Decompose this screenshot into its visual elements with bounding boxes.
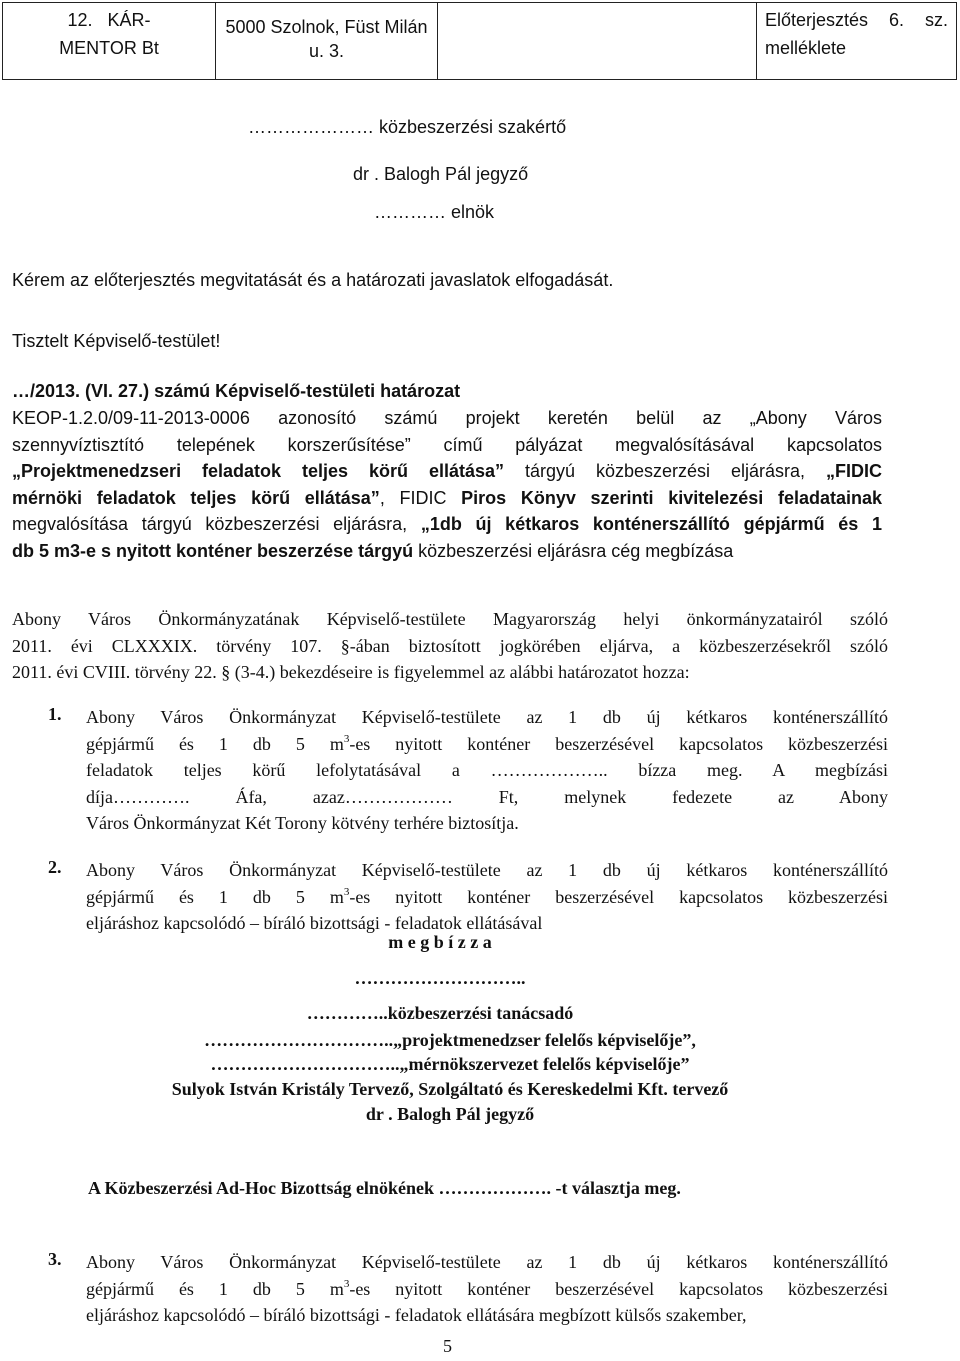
subject-line-6 xyxy=(12,538,882,565)
header-org-line2: MENTOR Bt xyxy=(59,38,159,58)
item-2-number: 2. xyxy=(48,857,62,877)
page-number: 5 xyxy=(443,1336,452,1356)
appoints-heading: m e g b í z z a xyxy=(388,932,492,952)
item-2-l2b: -es nyitott konténer beszerzésével kapcsolatos közbeszerzési xyxy=(349,886,888,907)
request-text: Kérem az előterjesztés megvitatását és a határozati javaslatok elfogadását. xyxy=(12,270,614,290)
resolution-subject xyxy=(12,405,882,564)
subject-l3-mid: tárgyú közbeszerzési eljárásra, xyxy=(504,461,826,481)
item-3-sup: 3 xyxy=(343,1277,350,1290)
distribution-chair: ………… elnök xyxy=(374,202,495,222)
appointee-4: …………………………..„mérnökszervezet felelős képviselője” xyxy=(210,1054,690,1074)
chair-sentence: A Közbeszerzési Ad-Hoc Bizottság elnökének ………………. -t választja meg. xyxy=(88,1178,681,1198)
distribution-notary: dr . Balogh Pál jegyző xyxy=(353,164,529,184)
header-org-line1: 12. KÁR- xyxy=(67,10,151,30)
preamble-line-1: Abony Város Önkormányzatának Képviselő-testülete Magyarország helyi önkormányzatairól szóló xyxy=(12,609,888,629)
header-cell-attachment xyxy=(757,3,957,80)
subject-line-4 xyxy=(12,485,882,512)
subject-fidic: „FIDIC xyxy=(826,461,882,481)
item-1-text xyxy=(86,704,888,837)
item-1-line-3: feladatok teljes körű lefolytatásával a ……………….. bízza meg. A megbízási xyxy=(86,760,888,780)
item-3-line-1: Abony Város Önkormányzat Képviselő-testülete az 1 db új kétkaros konténerszállító xyxy=(86,1252,888,1272)
subject-container: db 5 m3-e s nyitott konténer beszerzése tárgyú xyxy=(12,540,414,561)
item-1-l2b: -es nyitott konténer beszerzésével kapcsolatos közbeszerzési xyxy=(349,733,888,754)
item-1-sup: 3 xyxy=(343,732,350,745)
header-attachment-word2: 6. xyxy=(889,10,905,30)
item-3-l2a: gépjármű és 1 db 5 m xyxy=(86,1278,344,1299)
appointee-5: Sulyok István Kristály Tervező, Szolgáltató és Kereskedelmi Kft. tervező xyxy=(171,1079,729,1099)
header-cell-address xyxy=(216,3,438,80)
header-cell-empty xyxy=(438,3,757,80)
item-2-sup: 3 xyxy=(343,885,350,898)
subject-line-3 xyxy=(12,458,882,485)
subject-pm-tasks: „Projektmenedzseri feladatok teljes körű ellátása” xyxy=(12,461,505,481)
item-2-line-1: Abony Város Önkormányzat Képviselő-testülete az 1 db új kétkaros konténerszállító xyxy=(86,860,888,880)
item-2-line-3: eljáráshoz kapcsolódó – bíráló bizottsági - feladatok ellátásával xyxy=(86,913,543,933)
item-2-line-2 xyxy=(86,884,888,911)
appointee-6: dr . Balogh Pál jegyző xyxy=(365,1104,535,1124)
item-1-number: 1. xyxy=(48,704,62,724)
header-address-line1: 5000 Szolnok, Füst Milán xyxy=(225,17,428,37)
item-2-text xyxy=(86,857,888,937)
subject-l4-mid: , FIDIC xyxy=(379,487,462,508)
subject-l5-start: megvalósítása tárgyú közbeszerzési eljárásra, xyxy=(12,514,421,534)
appointee-3: …………………………..„projektmenedzser felelős képviselője”, xyxy=(204,1030,696,1050)
item-3-line-2 xyxy=(86,1276,888,1303)
item-3-l2b: -es nyitott konténer beszerzésével kapcsolatos közbeszerzési xyxy=(349,1278,888,1299)
header-table xyxy=(2,2,957,80)
item-3-number: 3. xyxy=(48,1249,62,1269)
item-1-line-4: díja…………. Áfa, azaz……………… Ft, melynek fedezete az Abony xyxy=(86,786,888,807)
item-1-line-2 xyxy=(86,731,888,758)
header-attachment-line2: melléklete xyxy=(765,38,847,58)
item-1-l2a: gépjármű és 1 db 5 m xyxy=(86,733,344,754)
header-attachment-word1: Előterjesztés xyxy=(765,10,869,30)
item-1-line-1: Abony Város Önkormányzat Képviselő-testülete az 1 db új kétkaros konténerszállító xyxy=(86,707,888,727)
header-attachment-word3: sz. xyxy=(924,10,948,30)
item-3-line-3: eljáráshoz kapcsolódó – bíráló bizottsági - feladatok ellátására megbízott külsős szakember, xyxy=(86,1305,747,1325)
preamble-line-3: 2011. évi CVIII. törvény 22. § (3-4.) bekezdéseire is figyelemmel az alábbi határozatot hozza: xyxy=(12,662,690,682)
subject-l6-end: közbeszerzési eljárásra cég megbízása xyxy=(413,540,734,561)
subject-line-1: KEOP-1.2.0/09-11-2013-0006 azonosító számú projekt keretén belül az „Abony Város xyxy=(12,408,882,428)
resolution-title: …/2013. (VI. 27.) számú Képviselő-testületi határozat xyxy=(12,381,461,401)
header-cell-org xyxy=(3,3,216,80)
appointee-2: …………..közbeszerzési tanácsadó xyxy=(306,1003,574,1023)
preamble xyxy=(12,606,888,686)
item-1-line-5: Város Önkormányzat Két Torony kötvény terhére biztosítja. xyxy=(86,813,519,833)
subject-line-2: szennyvíztisztító telepének korszerűsítése” című pályázat megvalósításával kapcsolatos xyxy=(12,434,882,455)
subject-line-5 xyxy=(12,511,882,538)
item-3-text xyxy=(86,1249,888,1329)
item-2-l2a: gépjármű és 1 db 5 m xyxy=(86,886,344,907)
salutation: Tisztelt Képviselő-testület! xyxy=(12,331,221,351)
subject-engineer-tasks: mérnöki feladatok teljes körű ellátása” xyxy=(12,487,380,508)
header-address-line2: u. 3. xyxy=(308,41,345,61)
appointee-1: ……………………….. xyxy=(354,968,526,988)
subject-vehicle: „1db új kétkaros konténerszállító gépjármű és 1 xyxy=(420,514,882,534)
preamble-line-2: 2011. évi CLXXXIX. törvény 107. §-ában biztosított jogkörében eljárva, a közbeszerzésekről szóló xyxy=(12,635,888,656)
distribution-expert: ………………… közbeszerzési szakértő xyxy=(248,117,567,137)
subject-red-book: Piros Könyv szerinti kivitelezési feladatainak xyxy=(461,487,882,508)
